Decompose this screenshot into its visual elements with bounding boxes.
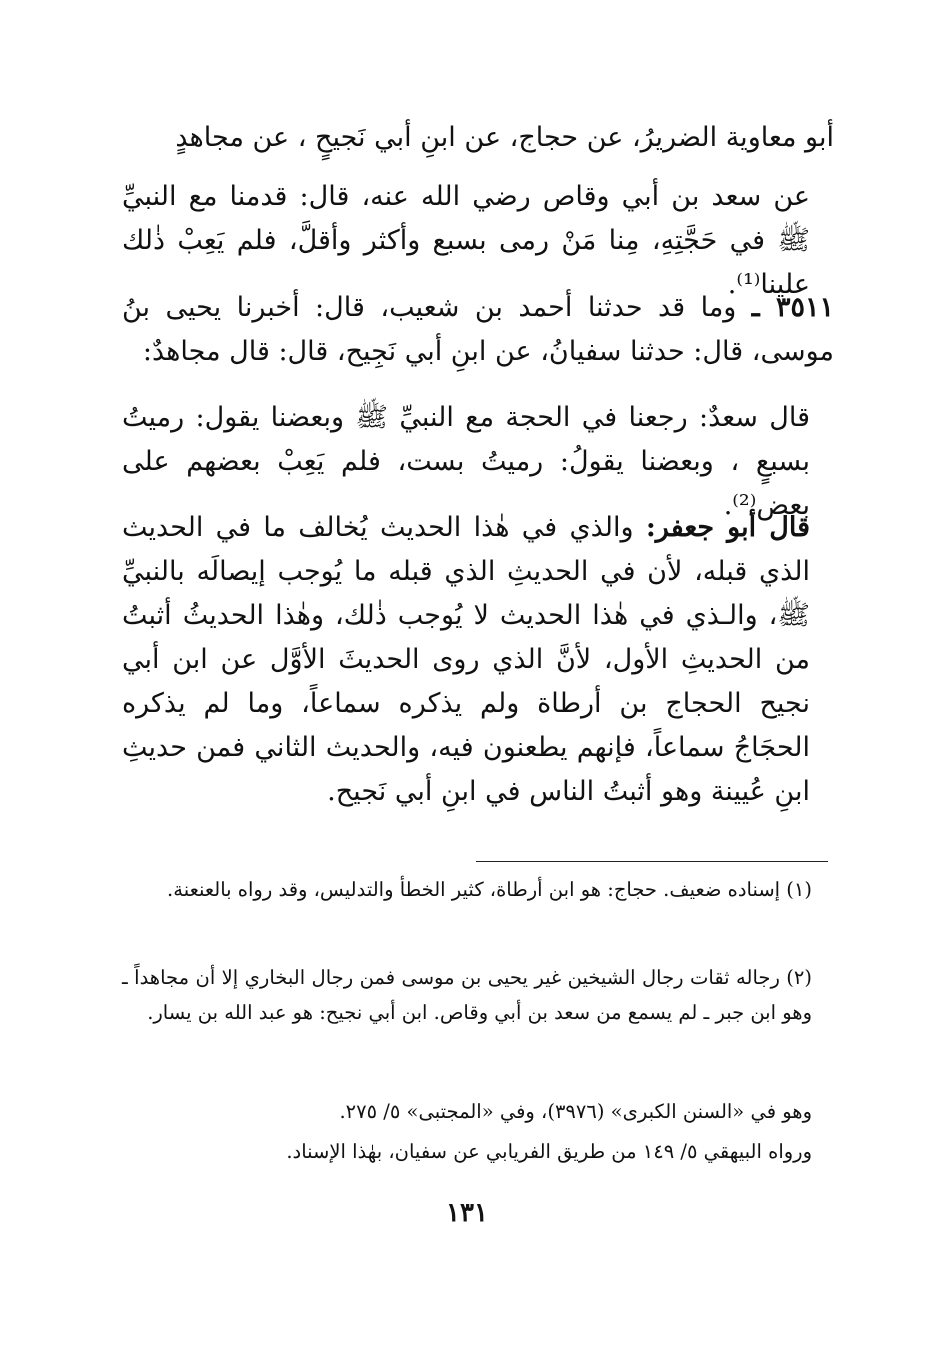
hadith-number: ٣٥١١ ـ [751, 292, 835, 323]
footnote-1 [122, 872, 834, 907]
paragraph-5 [122, 506, 834, 814]
footnote-2-text: (٢) رجاله ثقات رجال الشيخين غير يحيى بن موسى فمن رجال البخاري إلا أن مجاهداً ـ وهو ابن جبر ـ لم يسمع من سعد بن أبي وقاص. ابن أبي نجيح: هو عبد الله بن يسار. [122, 966, 812, 1024]
footnote-2 [122, 960, 834, 1030]
footnote-4-text: ورواه البيهقي ٥/ ١٤٩ من طريق الفريابي عن سفيان، بهٰذا الإسناد. [286, 1140, 812, 1163]
footnote-3-text: وهو في «السنن الكبرى» (٣٩٧٦)، وفي «المجتبى» ٥/ ٢٧٥. [339, 1100, 812, 1123]
page-number: ١٣١ [446, 1198, 488, 1228]
footnote-2-continuation-1 [122, 1094, 834, 1129]
paragraph-5-lead: قال أبو جعفر: [645, 512, 810, 543]
paragraph-3 [122, 286, 834, 374]
paragraph-5-text: والذي في هٰذا الحديث يُخالف ما في الحديث الذي قبله، لأن في الحديثِ الذي قبله ما يُوجب إيصالَه بالنبيِّ ﷺ، والـذي في هٰذا الحديث لا يُوجب ذٰلك، وهٰذا الحديثُ أثبتُ من الحديثِ الأول، لأنَّ الذي روى الحديثَ الأوَّل عن ابن أبي نجيح الحجاج بن أرطاة ولم يذكره سماعاً، وما لم يذكره الحجَاجُ سماعاً، فإنهم يطعنون فيه، والحديث الثاني فمن حديثِ ابنِ عُيينة وهو أثبتُ الناس في ابنِ أبي نَجيح. [122, 512, 810, 807]
paragraph-4-text: قال سعدٌ: رجعنا في الحجة مع النبيِّ ﷺ وبعضنا يقول: رميتُ بسبعٍ ، وبعضنا يقولُ: رميتُ بست، فلم يَعِبْ بعضهم على بعض⁽²⁾. [122, 402, 810, 521]
paragraph-2-text: عن سعد بن أبي وقاص رضي الله عنه، قال: قدمنا مع النبيِّ ﷺ في حَجَّتِهِ، مِنا مَنْ رمى بسبع وأكثر وأقلَّ، فلم يَعِبْ ذٰلك علينا⁽¹⁾. [122, 181, 810, 300]
paragraph-3-text: وما قد حدثنا أحمد بن شعيب، قال: أخبرنا يحيى بنُ موسى، قال: حدثنا سفيانُ، عن ابنِ أبي نَجِيح، قال: قال مجاهدٌ: [122, 292, 834, 367]
paragraph-1-text: أبو معاوية الضريرُ، عن حجاج، عن ابنِ أبي نَجيحٍ ، عن مجاهدٍ [175, 122, 834, 153]
footnote-2-continuation-2 [122, 1134, 834, 1169]
footnote-1-text: (١) إسناده ضعيف. حجاج: هو ابن أرطاة، كثير الخطأ والتدليس، وقد رواه بالعنعنة. [167, 878, 812, 901]
paragraph-1 [122, 116, 834, 160]
footnote-separator [476, 861, 828, 862]
